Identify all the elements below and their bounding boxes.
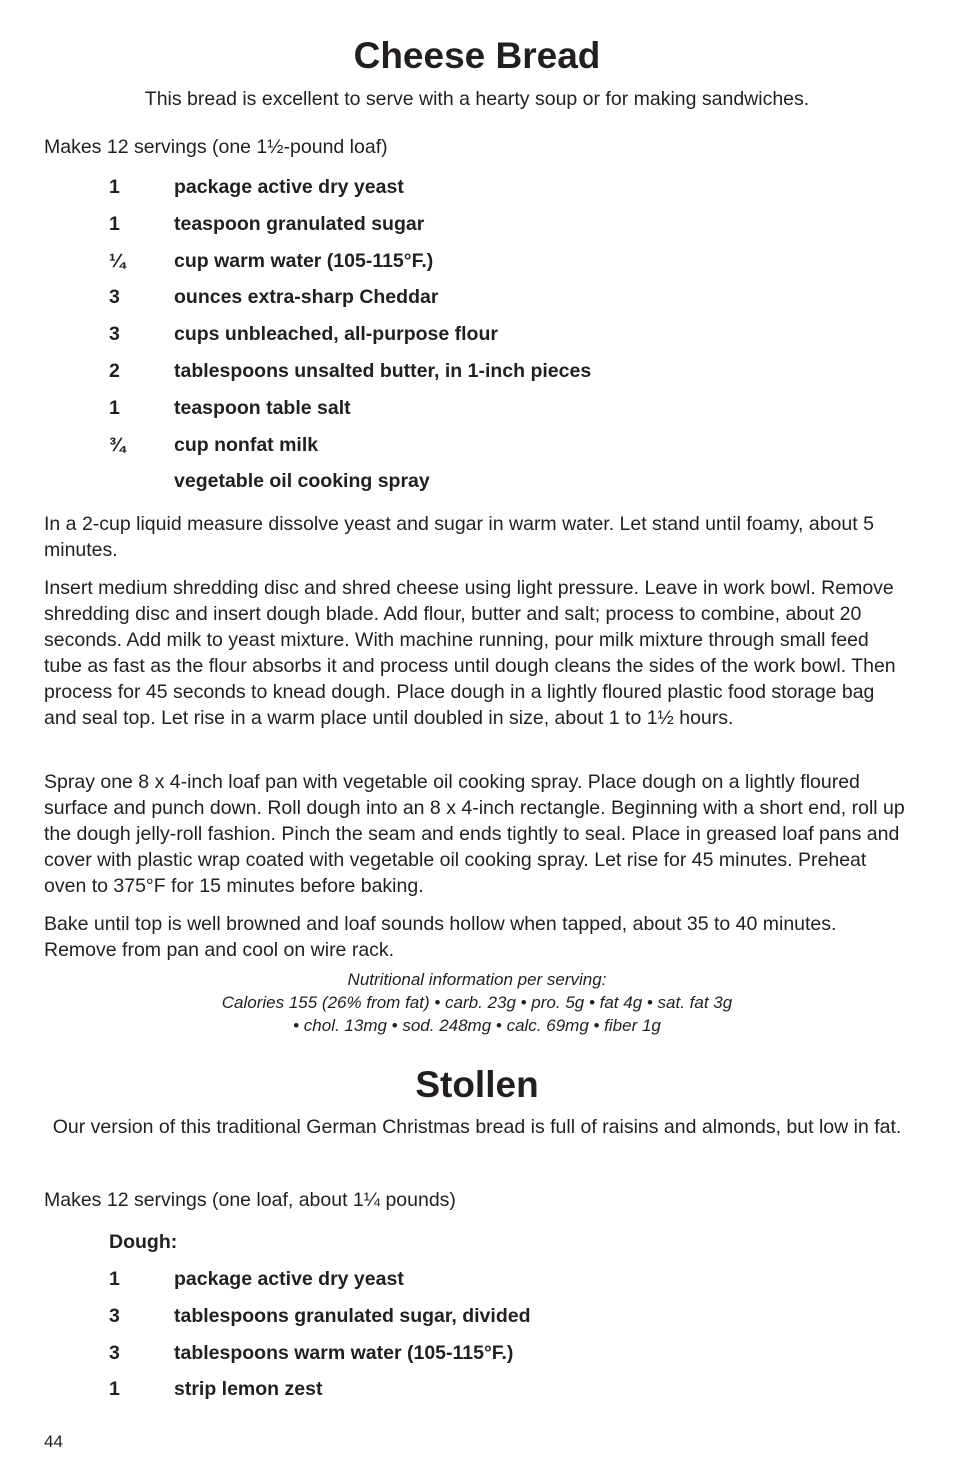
instruction-step-3: Spray one 8 x 4-inch loaf pan with vegetable oil cooking spray. Place dough on a lightly floured surface and punch down. Roll dough into an 8 x 4-inch rectangle. Beginning with a short end, roll up the dough jelly-roll fashion. Pinch the seam and ends tightly to seal. Place in greased loaf pans and cover with plastic wrap coated with vegetable oil cooking spray. Let rise for 45 minutes. Preheat oven to 375°F for 15 minutes before baking. <box>44 771 905 897</box>
ingredient-qty: 3 <box>109 1341 120 1364</box>
ingredient-item: tablespoons granulated sugar, divided <box>174 1304 531 1327</box>
ingredient-item: teaspoon granulated sugar <box>174 212 425 235</box>
ingredient-row <box>109 1266 909 1303</box>
recipe-title-stollen: Stollen <box>415 1064 539 1105</box>
nutrition-info <box>44 968 910 1037</box>
ingredient-list-stollen <box>109 1266 909 1413</box>
ingredient-qty: ¼ <box>109 249 126 272</box>
servings-stollen: Makes 12 servings (one loaf, about 1¼ pounds) <box>44 1189 456 1211</box>
dough-heading: Dough: <box>109 1231 178 1253</box>
nutrition-line: • chol. 13mg • sod. 248mg • calc. 69mg • fiber 1g <box>293 1016 661 1035</box>
ingredient-row <box>109 174 909 211</box>
ingredient-row <box>109 211 909 248</box>
nutrition-heading: Nutritional information per serving: <box>347 970 607 989</box>
recipe-title-cheese-bread: Cheese Bread <box>353 35 601 76</box>
ingredient-qty: 2 <box>109 359 120 382</box>
ingredient-row <box>109 248 909 285</box>
nutrition-line: Calories 155 (26% from fat) • carb. 23g • pro. 5g • fat 4g • sat. fat 3g <box>221 993 733 1012</box>
instruction-step-2: Insert medium shredding disc and shred cheese using light pressure. Leave in work bowl. Remove shredding disc and insert dough blade. Add flour, butter and salt; process to combine, about 20 seconds. Add milk to yeast mixture. With machine running, pour milk mixture through small feed tube as fast as the flour absorbs it and process until dough cleans the sides of the work bowl. Then process for 45 seconds to knead dough. Place dough in a lightly floured plastic food storage bag and seal top. Let rise in a warm place until doubled in size, about 1 to 1½ hours. <box>44 577 896 729</box>
ingredient-row <box>109 358 909 395</box>
ingredient-item: tablespoons warm water (105-115°F.) <box>174 1341 514 1364</box>
ingredient-list-cheese-bread <box>109 174 909 505</box>
ingredient-row <box>109 1340 909 1377</box>
ingredient-item: ounces extra-sharp Cheddar <box>174 286 439 309</box>
ingredient-qty: 1 <box>109 1378 120 1401</box>
ingredient-qty: 1 <box>109 396 120 419</box>
ingredient-row <box>109 1303 909 1340</box>
ingredient-item: package active dry yeast <box>174 1268 404 1290</box>
ingredient-qty: 3 <box>109 1304 120 1327</box>
ingredient-qty: 3 <box>109 286 120 309</box>
ingredient-row <box>109 432 909 469</box>
ingredient-row <box>109 1376 909 1413</box>
ingredient-item: vegetable oil cooking spray <box>174 470 430 493</box>
ingredient-qty: 1 <box>109 212 120 235</box>
ingredient-row <box>109 395 909 432</box>
recipe-intro-cheese-bread: This bread is excellent to serve with a hearty soup or for making sandwiches. <box>144 88 810 110</box>
ingredient-item: cup nonfat milk <box>174 433 319 456</box>
ingredient-qty: 3 <box>109 323 120 346</box>
ingredient-qty: 1 <box>109 1268 120 1290</box>
instruction-step-4: Bake until top is well browned and loaf sounds hollow when tapped, about 35 to 40 minutes. Remove from pan and cool on wire rack. <box>44 913 837 961</box>
ingredient-item: tablespoons unsalted butter, in 1-inch pieces <box>174 359 592 382</box>
recipe-intro-stollen: Our version of this traditional German Christmas bread is full of raisins and almonds, but low in fat. <box>52 1116 902 1138</box>
ingredient-row <box>109 321 909 358</box>
ingredient-row <box>109 284 909 321</box>
ingredient-item: package active dry yeast <box>174 176 404 198</box>
instruction-step-1: In a 2-cup liquid measure dissolve yeast and sugar in warm water. Let stand until foamy, about 5 minutes. <box>44 513 874 561</box>
ingredient-qty: 1 <box>109 176 120 198</box>
servings-cheese-bread: Makes 12 servings (one 1½-pound loaf) <box>44 136 388 158</box>
ingredient-item: strip lemon zest <box>174 1378 323 1401</box>
ingredient-item: cups unbleached, all-purpose flour <box>174 323 498 346</box>
ingredient-row <box>109 468 909 505</box>
page-number: 44 <box>44 1432 63 1451</box>
ingredient-item: teaspoon table salt <box>174 396 351 419</box>
ingredient-item: cup warm water (105-115°F.) <box>174 249 434 272</box>
ingredient-qty: ¾ <box>109 433 126 456</box>
